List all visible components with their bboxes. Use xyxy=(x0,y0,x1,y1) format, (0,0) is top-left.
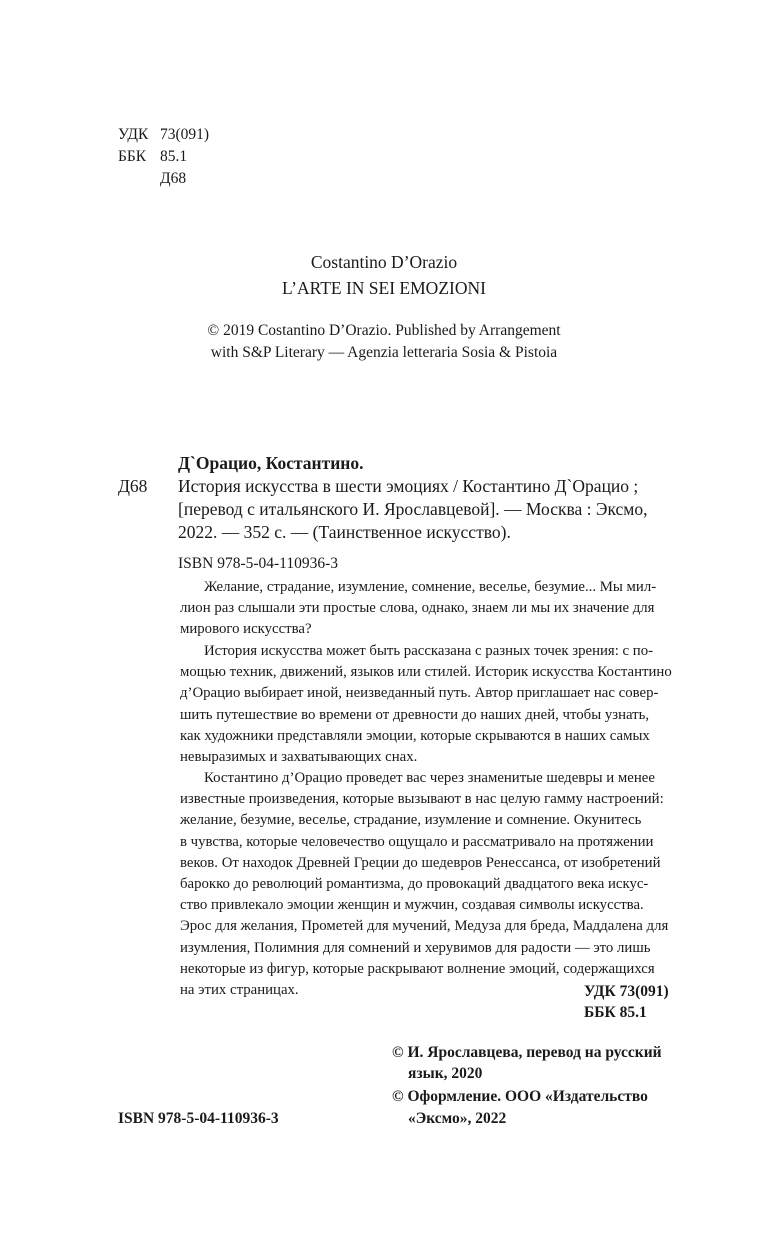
udk-value: 73(091) xyxy=(160,126,210,143)
record-description-line-3: 2022. — 352 с. — (Таинственное искусство). xyxy=(178,522,511,542)
annotation-paragraph-3 xyxy=(180,768,678,1001)
copyright-translation-line-2: язык, 2020 xyxy=(408,1065,483,1082)
annotation-line: невыразимых и захватывающих снах. xyxy=(180,749,418,766)
annotation-paragraph-2 xyxy=(180,641,678,768)
annotation-paragraph-1 xyxy=(180,577,678,641)
record-description-line-1: История искусства в шести эмоциях / Костантино Д`Орацио ; xyxy=(178,476,639,496)
annotation-line: на этих страницах. xyxy=(180,982,299,999)
annotation-line: ство привлекало эмоции женщин и мужчин, создавая символы искусства. xyxy=(180,897,644,914)
annotation-line: желание, безумие, веселье, страдание, изумление и сомнение. Окунитесь xyxy=(180,812,642,829)
original-copyright-line-2: with S&P Literary — Agenzia letteraria Sosia & Pistoia xyxy=(210,344,558,361)
footer-udk: УДК 73(091) xyxy=(584,983,669,1000)
bbk-value: 85.1 xyxy=(160,148,188,165)
bbk-label: ББК xyxy=(118,148,147,165)
annotation-line: веков. От находок Древней Греции до шедевров Ренессанса, от изобретений xyxy=(180,854,661,871)
original-copyright-line-1: © 2019 Costantino D’Orazio. Published by Arrangement xyxy=(207,322,561,339)
annotation-line: изумления, Полимния для сомнений и херувимов для радости — это лишь xyxy=(180,939,651,956)
record-description-line-2: [перевод с итальянского И. Ярославцевой]. — Москва : Эксмо, xyxy=(178,499,648,519)
annotation-line: барокко до революций романтизма, до провокаций двадцатого века искус- xyxy=(180,876,649,893)
udk-label: УДК xyxy=(118,126,149,143)
footer-bbk: ББК 85.1 xyxy=(584,1004,647,1021)
original-author: Costantino D’Orazio xyxy=(310,252,458,272)
annotation-line: мощью техник, движений, языков или стилей. Историк искусства Костантино xyxy=(180,664,672,681)
footer-isbn: ISBN 978-5-04-110936-3 xyxy=(118,1110,279,1127)
author-sign-top: Д68 xyxy=(160,170,187,187)
annotation-line: мирового искусства? xyxy=(180,621,312,638)
copyright-design-line-1: © Оформление. ООО «Издательство xyxy=(392,1088,648,1105)
copyright-design-line-2: «Эксмо», 2022 xyxy=(408,1110,507,1127)
record-isbn: ISBN 978-5-04-110936-3 xyxy=(178,555,339,572)
annotation-line: как художники представляли эмоции, которые скрываются в наших самых xyxy=(180,727,650,744)
annotation-line: д’Орацио выбирает иной, неизведанный путь. Автор приглашает нас совер- xyxy=(180,685,659,702)
original-title: L’ARTE IN SEI EMOZIONI xyxy=(282,278,486,298)
record-author-sign: Д68 xyxy=(118,476,148,496)
annotation-line: Эрос для желания, Прометей для мучений, Медуза для бреда, Маддалена для xyxy=(180,918,669,935)
annotation-line: лион раз слышали эти простые слова, однако, знаем ли мы их значение для xyxy=(180,600,655,617)
annotation-line: в чувства, которые человечество ощущало и рассматривало на протяжении xyxy=(180,833,654,850)
record-author-heading: Д`Орацио, Костантино. xyxy=(178,453,364,473)
annotation-line: известные произведения, которые вызывают в нас целую гамму настроений: xyxy=(180,791,664,808)
annotation-line: некоторые из фигур, которые раскрывают волнение эмоций, содержащихся xyxy=(180,960,655,977)
annotation-line: История искусства может быть рассказана с разных точек зрения: с по- xyxy=(204,643,654,659)
annotation-line: Костантино д’Орацио проведет вас через знаменитые шедевры и менее xyxy=(204,770,655,786)
annotation-line: Желание, страдание, изумление, сомнение, веселье, безумие... Мы мил- xyxy=(204,579,657,595)
annotation-line: шить путешествие во времени от древности до наших дней, чтобы узнать, xyxy=(180,706,650,723)
copyright-translation-line-1: © И. Ярославцева, перевод на русский xyxy=(392,1044,662,1061)
